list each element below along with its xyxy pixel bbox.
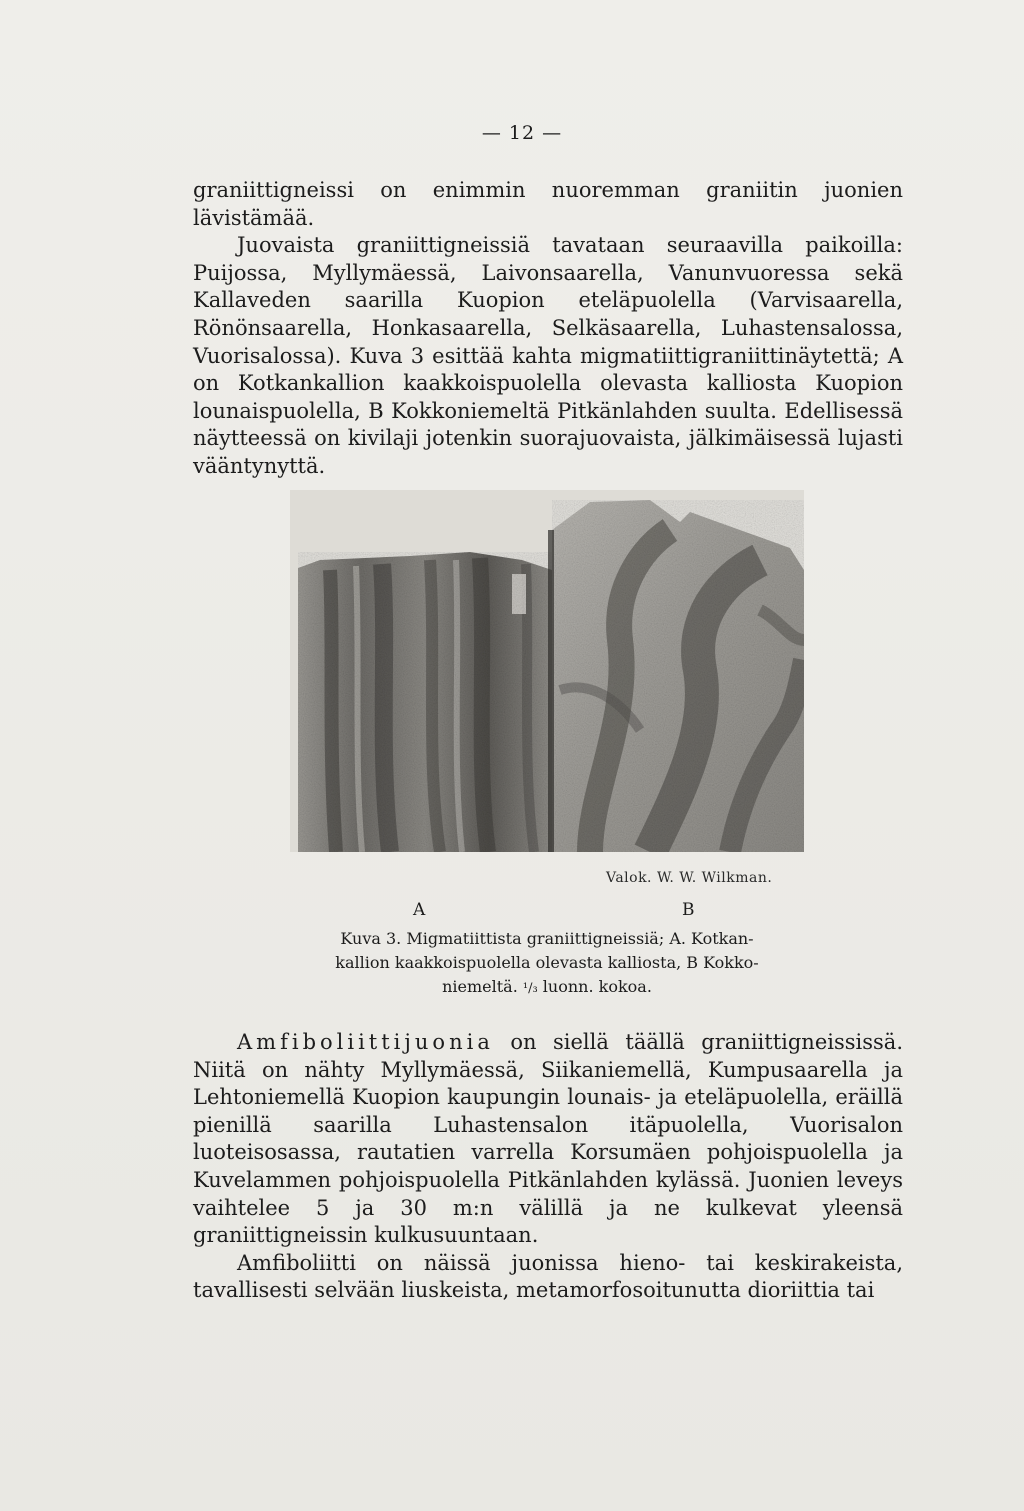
figure-label-a: A: [413, 900, 426, 920]
caption-line-1: Kuva 3. Migmatiittista graniittigneissiä; A. Kotkan-: [340, 929, 754, 948]
photo-credit: Valok. W. W. Wilkman.: [606, 870, 773, 886]
caption-fraction: ¹/₃: [522, 981, 538, 996]
caption-line-3-suffix: luonn. kokoa.: [542, 977, 652, 996]
caption-line-2: kallion kaakkoispuolella olevasta kalliosta, B Kokko-: [335, 953, 759, 972]
photo-illustration: [290, 490, 804, 852]
caption-line-3: [290, 975, 804, 1001]
paragraph-locations: Juovaista graniittigneissiä tavataan seuraavilla paikoilla: Puijossa, Myllymäessä, Laivonsaarella, Vanunvuoressa sekä Kallaveden saarilla Kuopion eteläpuolella (Varvisaarella, Rönönsaarella, Honkasaarella, Selkäsaarella, Luhastensalossa, Vuorisalossa). Kuva 3 esittää kahta migmatiittigraniittinäytettä; A on Kotkankallion kaakkoispuolella olevasta kalliosta Kuopion lounaispuolella, B Kokkoniemeltä Pitkänlahden suulta. Edellisessä näytteessä on kivilaji jotenkin suorajuovaista, jälkimäisessä lujasti vääntynyttä.: [193, 233, 903, 478]
upper-text-block: [193, 177, 903, 481]
lower-text-block: [193, 1029, 903, 1305]
figure-label-b: B: [682, 900, 695, 920]
amphibolite-dikes-term: Amfiboliittijuonia: [237, 1030, 494, 1054]
paragraph-amphibolite-dikes: [193, 1029, 903, 1250]
paragraph-amphibolite-text: on siellä täällä graniittigneississä. Niitä on nähty Myllymäessä, Siikaniemellä, Kumpusaarella ja Lehtoniemellä Kuopion kaupungin lounais- ja eteläpuolella, eräillä pienillä saarilla Luhastensalon itäpuolella, Vuorisalon luoteisosassa, rautatien varrella Korsumäen pohjoispuolella ja Kuvelammen pohjoispuolella Pitkänlahden kylässä. Juonien leveys vaihtelee 5 ja 30 m:n välillä ja ne kulkevat yleensä graniittigneissin kulkusuuntaan.: [193, 1030, 903, 1248]
caption-line-3-prefix: niemeltä.: [442, 977, 518, 996]
page-number: — 12 —: [481, 122, 563, 144]
paragraph-amphibolite-composition: Amfiboliitti on näissä juonissa hieno- tai keskirakeista, tavallisesti selvään liuskeista, metamorfosoitunutta dioriittia tai: [193, 1250, 903, 1303]
figure-caption: [290, 927, 804, 1001]
intro-paragraph: graniittigneissi on enimmin nuoremman graniitin juonien lävistämää.: [193, 178, 903, 230]
rock-sample-photograph: [290, 490, 804, 852]
